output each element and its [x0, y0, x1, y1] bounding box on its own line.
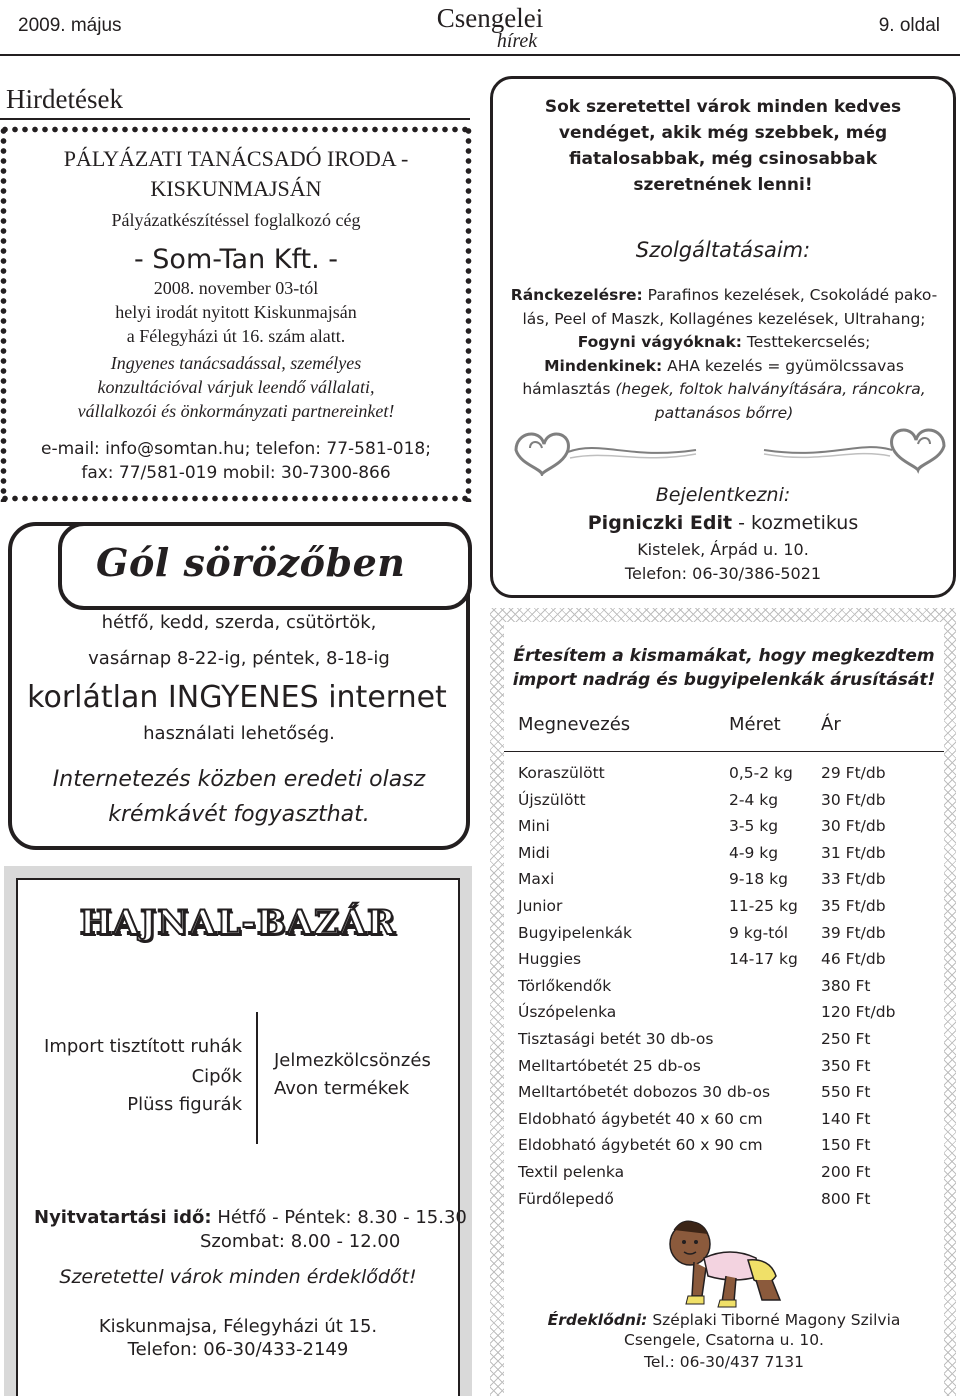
gol-coffee-line: krémkávét fogyaszthat. — [108, 802, 370, 827]
bazar-item: Jelmezkölcsönzés — [274, 1050, 431, 1071]
product-price: 46 Ft/db — [821, 950, 886, 969]
bazar-title: HAJNAL-BAZÁR — [79, 903, 397, 943]
column-header-price: Ár — [821, 714, 841, 735]
column-header-size: Méret — [729, 714, 781, 735]
diaper-contact — [504, 1311, 944, 1329]
service-note: pattanásos bőrre) — [654, 403, 794, 422]
product-price: 550 Ft — [821, 1083, 871, 1102]
somtan-company: - Som-Tan Kft. - — [133, 244, 339, 275]
beautician-role: - kozmetikus — [732, 512, 859, 534]
dotted-border-top — [0, 126, 472, 133]
table-row — [518, 924, 938, 951]
heart-ornament-icon — [760, 420, 950, 476]
product-price: 150 Ft — [821, 1136, 871, 1155]
product-name: Újszülött — [518, 790, 586, 809]
product-name: Bugyipelenkák — [518, 923, 632, 942]
page-number: 9. oldal — [878, 15, 940, 36]
diaper-headline-line: Értesítem a kismamákat, hogy megkezdtem — [513, 646, 935, 666]
product-name: Tisztasági betét 30 db-os — [518, 1029, 714, 1048]
product-price: 29 Ft/db — [821, 764, 886, 782]
service-wrinkle-cont: lás, Peel of Maszk, Kollagénes kezelések, Ultrahang; — [522, 309, 926, 328]
product-size: 9-18 kg — [729, 870, 788, 889]
product-name: Melltartóbetét dobozos 30 db-os — [518, 1083, 771, 1102]
product-name: Melltartóbetét 25 db-os — [518, 1056, 701, 1075]
service-text: AHA kezelés = gyümölcssavas — [662, 356, 904, 375]
crawling-baby-icon — [664, 1214, 784, 1308]
product-size: 2-4 kg — [729, 790, 779, 809]
page-header — [0, 0, 960, 54]
diaper-contact-phone: Tel.: 06-30/437 7131 — [644, 1353, 804, 1371]
somtan-title-2: KISKUNMAJSÁN — [150, 176, 322, 201]
service-text: Testtekercselés; — [741, 333, 871, 351]
product-price: 33 Ft/db — [821, 870, 886, 889]
beauty-intro — [490, 94, 956, 198]
service-text: hámlasztás — [522, 380, 616, 398]
price-table — [518, 764, 938, 1216]
product-price: 30 Ft/db — [821, 817, 886, 836]
table-row — [518, 950, 938, 977]
table-row — [518, 897, 938, 924]
product-price: 250 Ft — [821, 1029, 871, 1048]
product-name: Midi — [518, 843, 550, 862]
bazar-divider — [256, 1012, 258, 1144]
product-price: 380 Ft — [821, 976, 871, 995]
diaper-headline — [504, 644, 944, 692]
service-everyone-cont — [504, 378, 944, 402]
bazar-phone: Telefon: 06-30/433-2149 — [127, 1339, 349, 1360]
product-price: 39 Ft/db — [821, 923, 886, 942]
product-name: Eldobható ágybetét 60 x 90 cm — [518, 1136, 763, 1155]
service-label: Mindenkinek: — [544, 356, 663, 375]
table-row — [518, 977, 938, 1004]
services-heading: Szolgáltatásaim: — [635, 238, 811, 262]
diaper-contact-address: Csengele, Csatorna u. 10. — [624, 1331, 824, 1349]
beauty-intro-line: Sok szeretettel várok minden kedves — [544, 97, 902, 117]
product-name: Maxi — [518, 870, 555, 889]
bazar-hours-saturday: Szombat: 8.00 - 12.00 — [200, 1231, 401, 1252]
bazar-hours-weekday: Hétfő - Péntek: 8.30 - 15.30 — [211, 1207, 467, 1228]
product-name: Textil pelenka — [518, 1162, 625, 1181]
product-name: Eldobható ágybetét 40 x 60 cm — [518, 1109, 763, 1128]
product-price: 140 Ft — [821, 1109, 871, 1128]
somtan-ad — [0, 126, 472, 506]
product-size: 3-5 kg — [729, 817, 779, 836]
table-row — [518, 791, 938, 818]
header-divider — [0, 54, 960, 56]
table-row — [518, 1003, 938, 1030]
gol-opening-hours: vasárnap 8-22-ig, péntek, 8-18-ig — [88, 648, 390, 669]
product-size: 4-9 kg — [729, 843, 779, 862]
product-price: 31 Ft/db — [821, 843, 886, 862]
bazar-item: Plüss figurák — [127, 1094, 242, 1115]
product-name: Mini — [518, 817, 550, 836]
service-slimming — [504, 331, 944, 355]
gol-coffee-line: Internetezés közben eredeti olasz — [52, 767, 426, 792]
beauty-intro-line: szeretnének lenni! — [633, 175, 813, 195]
table-row — [518, 1136, 938, 1163]
diaper-contact-name: Széplaki Tiborné Magony Szilvia — [647, 1311, 901, 1329]
somtan-title: PÁLYÁZATI TANÁCSADÓ IRODA - — [63, 146, 409, 171]
column-header-name: Megnevezés — [518, 714, 631, 735]
product-name: Koraszülött — [518, 764, 605, 782]
somtan-contact: fax: 77/581-019 mobil: 30-7300-866 — [81, 463, 391, 483]
services-list — [504, 284, 944, 425]
service-note: (hegek, foltok halványítására, ráncokra, — [615, 380, 926, 398]
product-price: 30 Ft/db — [821, 790, 886, 809]
product-name: Törlőkendők — [518, 976, 612, 995]
diaper-contact-label: Érdeklődni: — [547, 1311, 648, 1329]
beauty-intro-line: fiatalosabbak, még csinosabbak — [568, 149, 878, 169]
product-price: 200 Ft — [821, 1162, 871, 1181]
service-label: Fogyni vágyóknak: — [577, 333, 742, 351]
beauty-address: Kistelek, Árpád u. 10. — [637, 540, 809, 559]
bazar-greeting: Szeretettel várok minden érdeklődőt! — [59, 1266, 417, 1288]
section-divider — [0, 118, 470, 120]
product-price: 120 Ft/db — [821, 1003, 896, 1022]
product-price: 35 Ft/db — [821, 896, 886, 915]
service-text: Parafinos kezelések, Csokoládé pako- — [642, 286, 938, 304]
somtan-invite: vállalkozói és önkormányzati partnereinket! — [77, 401, 395, 421]
bazar-hours — [34, 1207, 467, 1228]
product-name: Úszópelenka — [518, 1003, 617, 1022]
somtan-line: a Félegyházi út 16. szám alatt. — [126, 326, 346, 346]
logo-title: Csengelei — [436, 3, 544, 33]
product-size: 14-17 kg — [729, 950, 798, 969]
table-row — [518, 1163, 938, 1190]
table-header-divider — [504, 751, 944, 752]
product-name: Fürdőlepedő — [518, 1189, 614, 1208]
newspaper-logo — [420, 4, 560, 50]
table-row — [518, 764, 938, 791]
bazar-item: Import tisztított ruhák — [44, 1036, 242, 1057]
gol-opening-days: hétfő, kedd, szerda, csütörtök, — [101, 612, 377, 633]
somtan-invite: konzultációval várjuk leendő vállalati, — [97, 377, 375, 397]
bazar-address: Kiskunmajsa, Félegyházi út 15. — [98, 1316, 378, 1337]
product-size: 0,5-2 kg — [729, 764, 793, 782]
table-row — [518, 1030, 938, 1057]
issue-date: 2009. május — [18, 15, 122, 36]
heart-ornament-icon — [510, 420, 700, 476]
bazar-item: Avon termékek — [274, 1078, 410, 1099]
gol-offer-line: használati lehetőség. — [143, 723, 335, 744]
beautician-name — [490, 512, 956, 534]
gol-title: Gól sörözőben — [96, 540, 406, 585]
product-name: Junior — [518, 896, 563, 915]
table-row — [518, 1057, 938, 1084]
service-wrinkle — [504, 284, 944, 308]
table-row — [518, 1083, 938, 1110]
table-row — [518, 870, 938, 897]
table-row — [518, 1110, 938, 1137]
dotted-border-bottom — [0, 495, 472, 502]
table-row — [518, 844, 938, 871]
somtan-contact: e-mail: info@somtan.hu; telefon: 77-581-018; — [41, 439, 431, 459]
somtan-invite: Ingyenes tanácsadással, személyes — [110, 353, 362, 373]
section-heading: Hirdetések — [6, 84, 123, 114]
product-size: 11-25 kg — [729, 896, 798, 915]
bazar-item: Cipők — [191, 1066, 242, 1087]
product-price: 800 Ft — [821, 1189, 871, 1208]
somtan-line: helyi irodát nyitott Kiskunmajsán — [115, 302, 357, 322]
logo-subtitle: hírek — [496, 30, 538, 52]
product-price: 350 Ft — [821, 1056, 871, 1075]
table-row — [518, 1190, 938, 1217]
table-row — [518, 817, 938, 844]
service-label: Ránckezelésre: — [510, 286, 643, 304]
beauty-intro-line: vendéget, akik még szebbek, még — [558, 123, 888, 143]
product-size: 9 kg-tól — [729, 923, 789, 942]
product-name: Huggies — [518, 950, 582, 969]
bazar-hours-label: Nyitvatartási idő: — [34, 1207, 212, 1228]
somtan-subtitle: Pályázatkészítéssel foglalkozó cég — [111, 210, 361, 230]
beautician-name-text: Pigniczki Edit — [587, 512, 733, 534]
service-everyone — [504, 355, 944, 379]
beauty-phone: Telefon: 06-30/386-5021 — [624, 564, 822, 583]
gol-internet-offer: korlátlan INGYENES internet — [27, 680, 447, 715]
somtan-line: 2008. november 03-tól — [153, 278, 319, 298]
diaper-headline-line: import nadrág és bugyipelenkák árusítását! — [512, 670, 936, 690]
booking-heading: Bejelentkezni: — [655, 484, 791, 506]
